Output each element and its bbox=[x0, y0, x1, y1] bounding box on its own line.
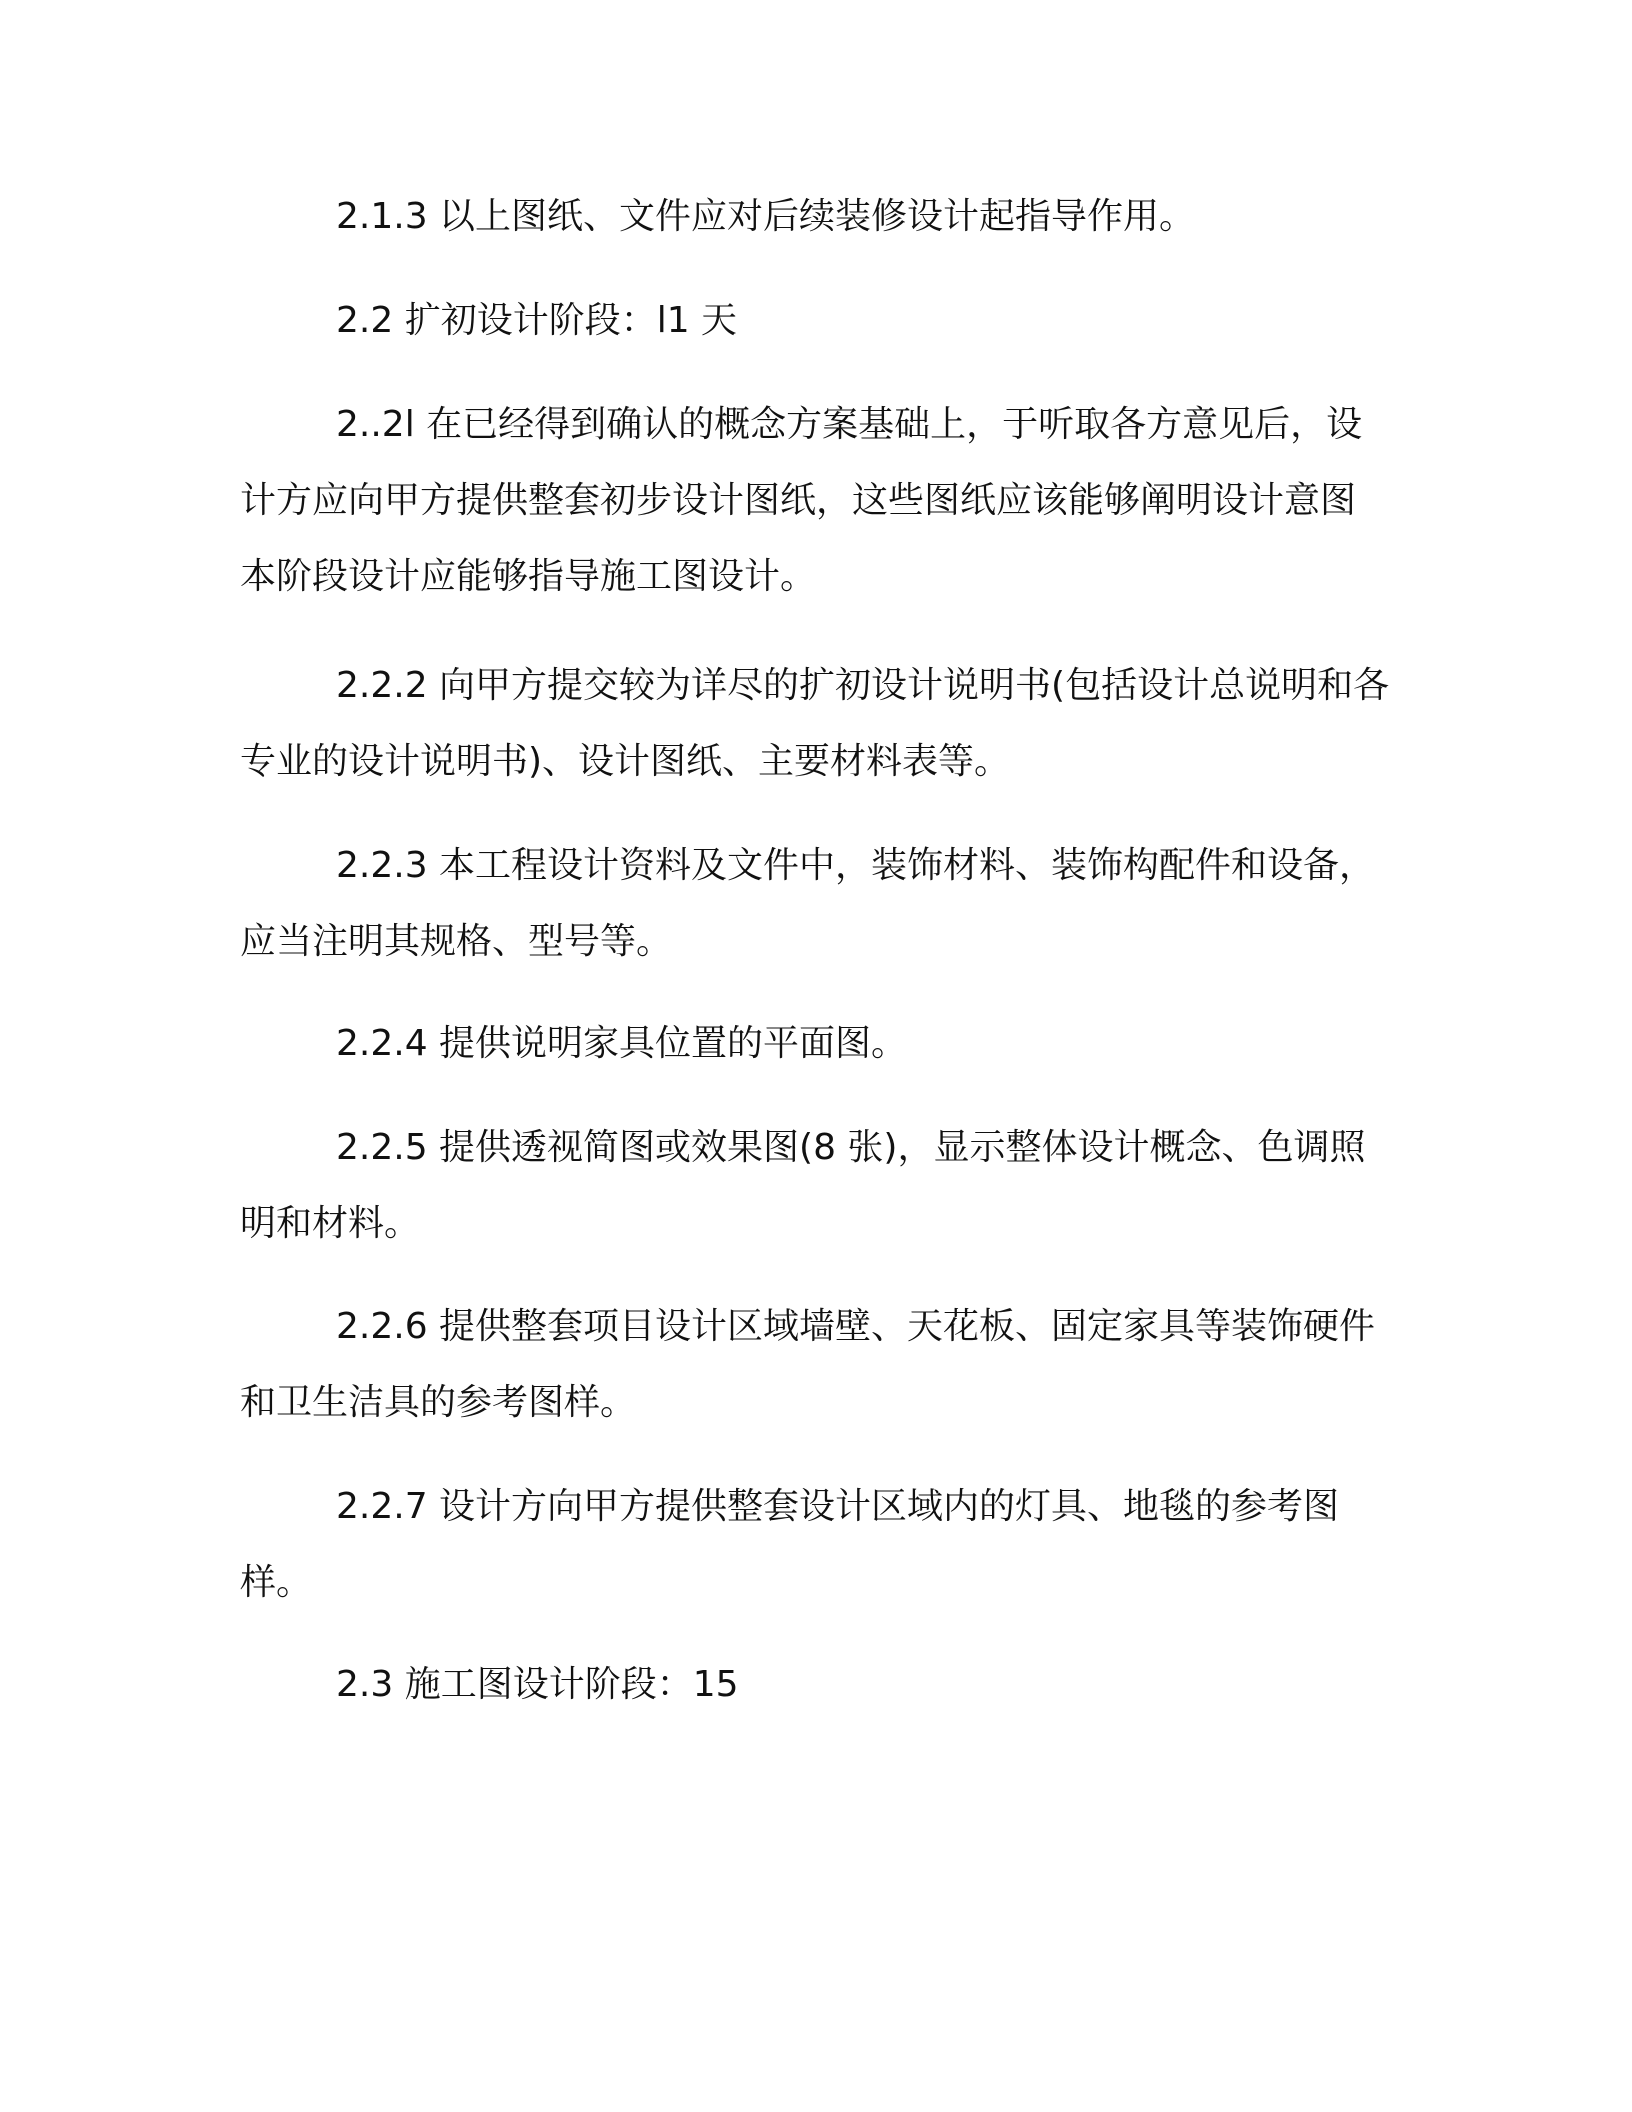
paragraph-2-2-6: 2.2.6 提供整套项目设计区域墙壁、天花板、固定家具等装饰硬件和卫生洁具的参考图样。 bbox=[240, 1306, 1376, 1423]
paragraph-2-2-2: 2.2.2 向甲方提交较为详尽的扩初设计说明书(包括设计总说明和各专业的设计说明书)、设计图纸、主要材料表等。 bbox=[240, 665, 1390, 782]
paragraph-2-2-1: 2..2l 在已经得到确认的概念方案基础上，于听取各方意见后，设计方应向甲方提供整套初步设计图纸，这些图纸应该能够阐明设计意图本阶段设计应能够指导施工图设计。 bbox=[240, 404, 1363, 597]
paragraph-2-2-7: 2.2.7 设计方向甲方提供整套设计区域内的灯具、地毯的参考图样。 bbox=[240, 1486, 1340, 1603]
paragraph-2-2: 2.2 扩初设计阶段：l1 天 bbox=[336, 300, 738, 341]
paragraph-2-2-4: 2.2.4 提供说明家具位置的平面图。 bbox=[336, 1023, 908, 1064]
paragraph-2-1-3: 2.1.3 以上图纸、文件应对后续装修设计起指导作用。 bbox=[336, 196, 1196, 237]
paragraph-2-3: 2.3 施工图设计阶段：15 bbox=[336, 1664, 739, 1705]
paragraph-2-2-3: 2.2.3 本工程设计资料及文件中，装饰材料、装饰构配件和设备，应当注明其规格、型号等。 bbox=[240, 845, 1376, 962]
paragraph-2-2-5: 2.2.5 提供透视简图或效果图(8 张)，显示整体设计概念、色调照明和材料。 bbox=[240, 1127, 1366, 1244]
